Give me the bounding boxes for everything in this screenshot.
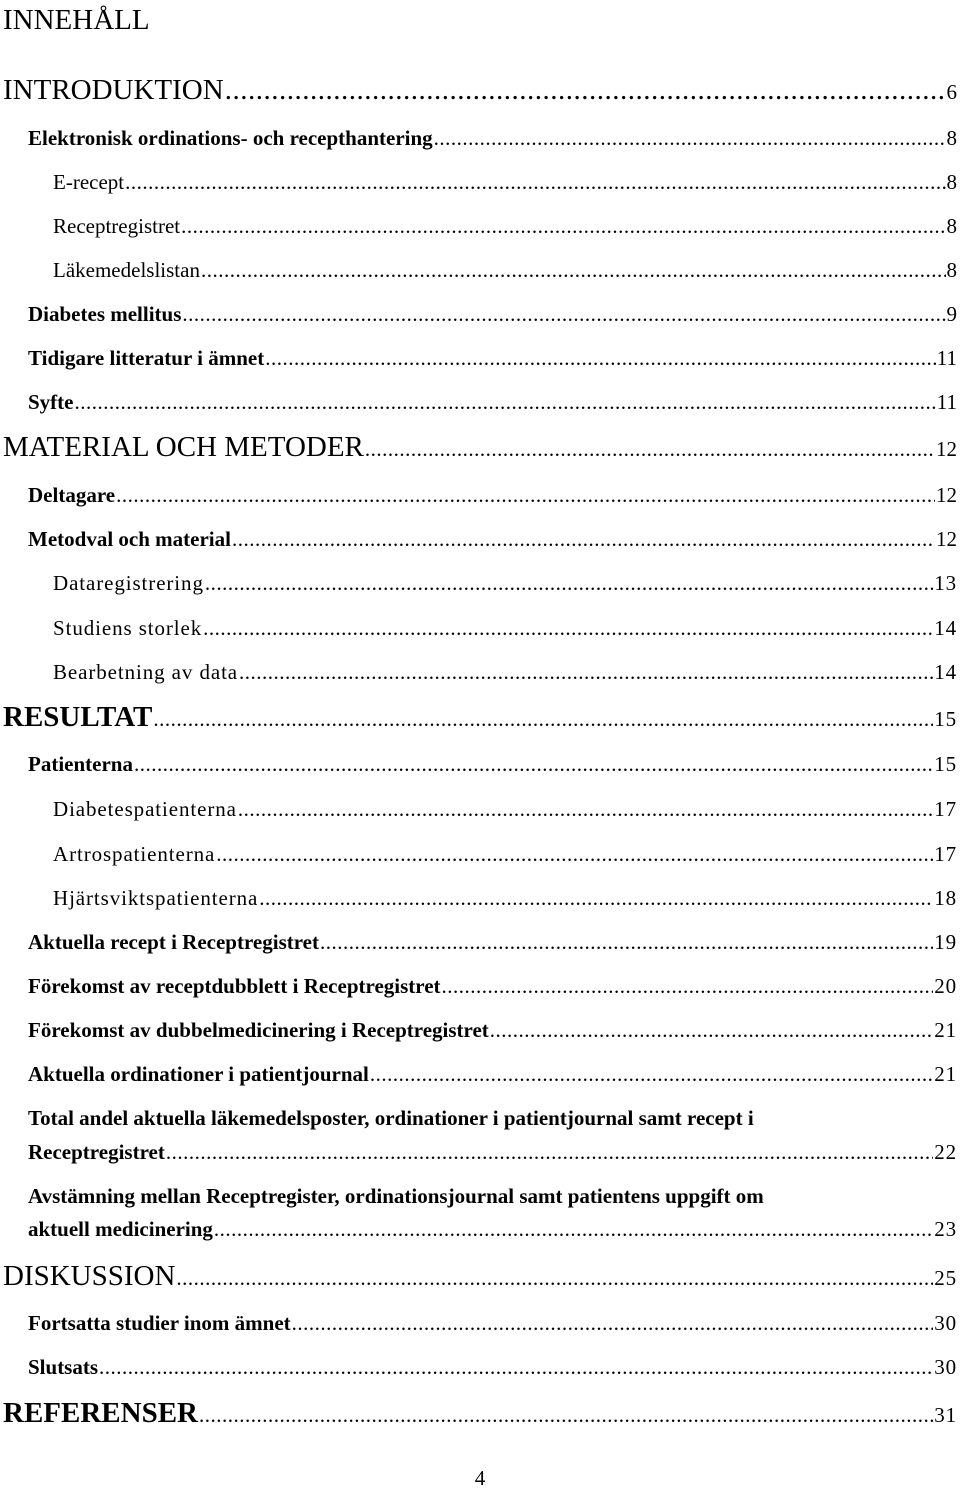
dot-leader [292,1309,934,1337]
toc-entry-page: 8 [946,214,957,238]
dot-leader [232,525,935,553]
toc-entry-text: Diabetespatienterna [53,797,237,821]
toc-entry-tidigare-litteratur[interactable] [28,344,957,372]
toc-entry-page: 8 [946,170,957,194]
toc-entry-page: 20 [934,974,957,998]
dot-leader [320,928,933,956]
toc-entry-page: 11 [936,346,957,370]
toc-entry-introduktion[interactable] [3,72,957,110]
page-number: 4 [474,1466,486,1490]
toc-entry-lakemedelslistan[interactable] [53,256,957,284]
toc-entry-text: aktuell medicinering [28,1217,213,1241]
dot-leader [203,614,933,642]
dot-leader [201,256,946,284]
toc-entry-text: DISKUSSION [3,1260,176,1292]
toc-entry-text: Förekomst av receptdubblett i Receptregistret [28,974,441,998]
dot-leader [99,1353,933,1381]
toc-entry-receptdubblett[interactable] [28,972,957,1000]
toc-entry-aktuella-ordinationer[interactable] [28,1060,957,1088]
toc-entry-text: Hjärtsviktspatienterna [53,886,259,910]
toc-entry-page: 18 [934,886,957,910]
toc-entry-text: Tidigare litteratur i ämnet [28,346,265,370]
toc-entry-text: RESULTAT [3,701,153,733]
toc-entry-text: Diabetes mellitus [28,302,182,326]
toc-entry-text: Patienterna [28,752,133,776]
dot-leader [166,1138,933,1166]
toc-entry-deltagare[interactable] [28,481,957,509]
toc-entry-text: REFERENSER [3,1397,198,1429]
dot-leader [434,124,946,152]
toc-entry-referenser[interactable] [3,1395,957,1433]
dot-leader [490,1016,933,1044]
toc-entry-text: Metodval och material [28,527,231,551]
toc-entry-hjartsviktspatienterna[interactable] [53,884,957,912]
toc-entry-text: Artrospatienterna [53,842,216,866]
toc-entry-resultat[interactable] [3,699,957,737]
toc-entry-text: Deltagare [28,483,116,507]
toc-entry-page: 12 [936,437,957,461]
dot-leader [365,431,935,467]
toc-title: INNEHÅLL [3,4,150,36]
toc-entry-page: 23 [934,1217,957,1241]
toc-entry-syfte[interactable] [28,388,957,416]
dot-leader [125,168,945,196]
toc-entry-page: 14 [934,616,957,640]
toc-entry-page: 17 [934,797,957,821]
toc-entry-page: 6 [946,80,957,104]
dot-leader [442,972,934,1000]
toc-entry-patienterna[interactable] [28,750,957,778]
toc-entry-text: Förekomst av dubbelmedicinering i Receptregistret [28,1018,489,1042]
toc-entry-text: Fortsatta studier inom ämnet [28,1311,291,1335]
dot-leader [238,795,933,823]
toc-entry-total-andel-line1: Total andel aktuella läkemedelsposter, ordinationer i patientjournal samt recept i [28,1106,754,1130]
dot-leader [199,1397,933,1433]
toc-entry-page: 22 [934,1140,957,1164]
toc-entry-metodval[interactable] [28,525,957,553]
dot-leader [214,1215,933,1243]
toc-entry-text: Receptregistret [28,1140,165,1164]
dot-leader [239,658,933,686]
toc-entry-aktuella-recept[interactable] [28,928,957,956]
toc-entry-page: 13 [934,571,957,595]
dot-leader [370,1060,933,1088]
toc-entry-bearbetning[interactable] [53,658,957,686]
toc-entry-avstamning-line1: Avstämning mellan Receptregister, ordinationsjournal samt patientens uppgift om [28,1184,764,1208]
dot-leader [182,300,945,328]
toc-entry-page: 21 [934,1018,957,1042]
toc-entry-page: 17 [934,842,957,866]
dot-leader [216,840,933,868]
toc-entry-slutsats[interactable] [28,1353,957,1381]
toc-entry-page: 8 [946,126,957,150]
toc-entry-dubbelmedicinering[interactable] [28,1016,957,1044]
toc-entry-page: 14 [934,660,957,684]
toc-entry-page: 12 [936,527,957,551]
toc-entry-page: 9 [946,302,957,326]
toc-entry-page: 12 [936,483,957,507]
dot-leader [75,388,936,416]
toc-entry-page: 15 [934,707,957,731]
dot-leader [134,750,933,778]
toc-entry-text: E-recept [53,170,125,194]
dot-leader [116,481,935,509]
toc-entry-page: 25 [934,1266,957,1290]
toc-entry-studiens-storlek[interactable] [53,614,957,642]
toc-entry-text: Elektronisk ordinations- och recepthantering [28,126,433,150]
dot-leader [176,1260,933,1296]
dot-leader [153,701,933,737]
toc-entry-text: Dataregistrering [53,571,204,595]
toc-entry-artrospatienterna[interactable] [53,840,957,868]
toc-entry-fortsatta-studier[interactable] [28,1309,957,1337]
toc-entry-total-andel[interactable] [28,1138,957,1166]
toc-entry-diabetespatienterna[interactable] [53,795,957,823]
dot-leader [181,212,945,240]
toc-entry-diabetes-mellitus[interactable] [28,300,957,328]
toc-entry-e-recept[interactable] [53,168,957,196]
toc-entry-page: 8 [946,258,957,282]
toc-entry-diskussion[interactable] [3,1258,957,1296]
dot-leader [225,72,946,108]
toc-entry-text: Studiens storlek [53,616,203,640]
toc-entry-text: Aktuella recept i Receptregistret [28,930,319,954]
toc-entry-text: Syfte [28,390,74,414]
toc-entry-page: 15 [934,752,957,776]
toc-entry-text: MATERIAL OCH METODER [3,431,364,463]
toc-entry-material-och-metoder[interactable] [3,429,957,467]
toc-entry-text: Bearbetning av data [53,660,239,684]
dot-leader [265,344,936,372]
toc-entry-page: 19 [934,930,957,954]
toc-entry-page: 30 [934,1311,957,1335]
toc-entry-text: INTRODUKTION [3,74,224,106]
toc-entry-receptregistret[interactable] [53,212,957,240]
toc-entry-elektronisk-ordination[interactable] [28,124,957,152]
toc-entry-avstamning[interactable] [28,1215,957,1243]
toc-entry-dataregistrering[interactable] [53,569,957,597]
toc-entry-text: Receptregistret [53,214,181,238]
toc-entry-text: Läkemedelslistan [53,258,200,282]
toc-entry-page: 21 [934,1062,957,1086]
toc-entry-text: Slutsats [28,1355,99,1379]
toc-entry-page: 30 [934,1355,957,1379]
toc-entry-page: 11 [936,390,957,414]
dot-leader [259,884,933,912]
toc-entry-text: Aktuella ordinationer i patientjournal [28,1062,369,1086]
toc-entry-page: 31 [934,1403,957,1427]
dot-leader [205,569,933,597]
